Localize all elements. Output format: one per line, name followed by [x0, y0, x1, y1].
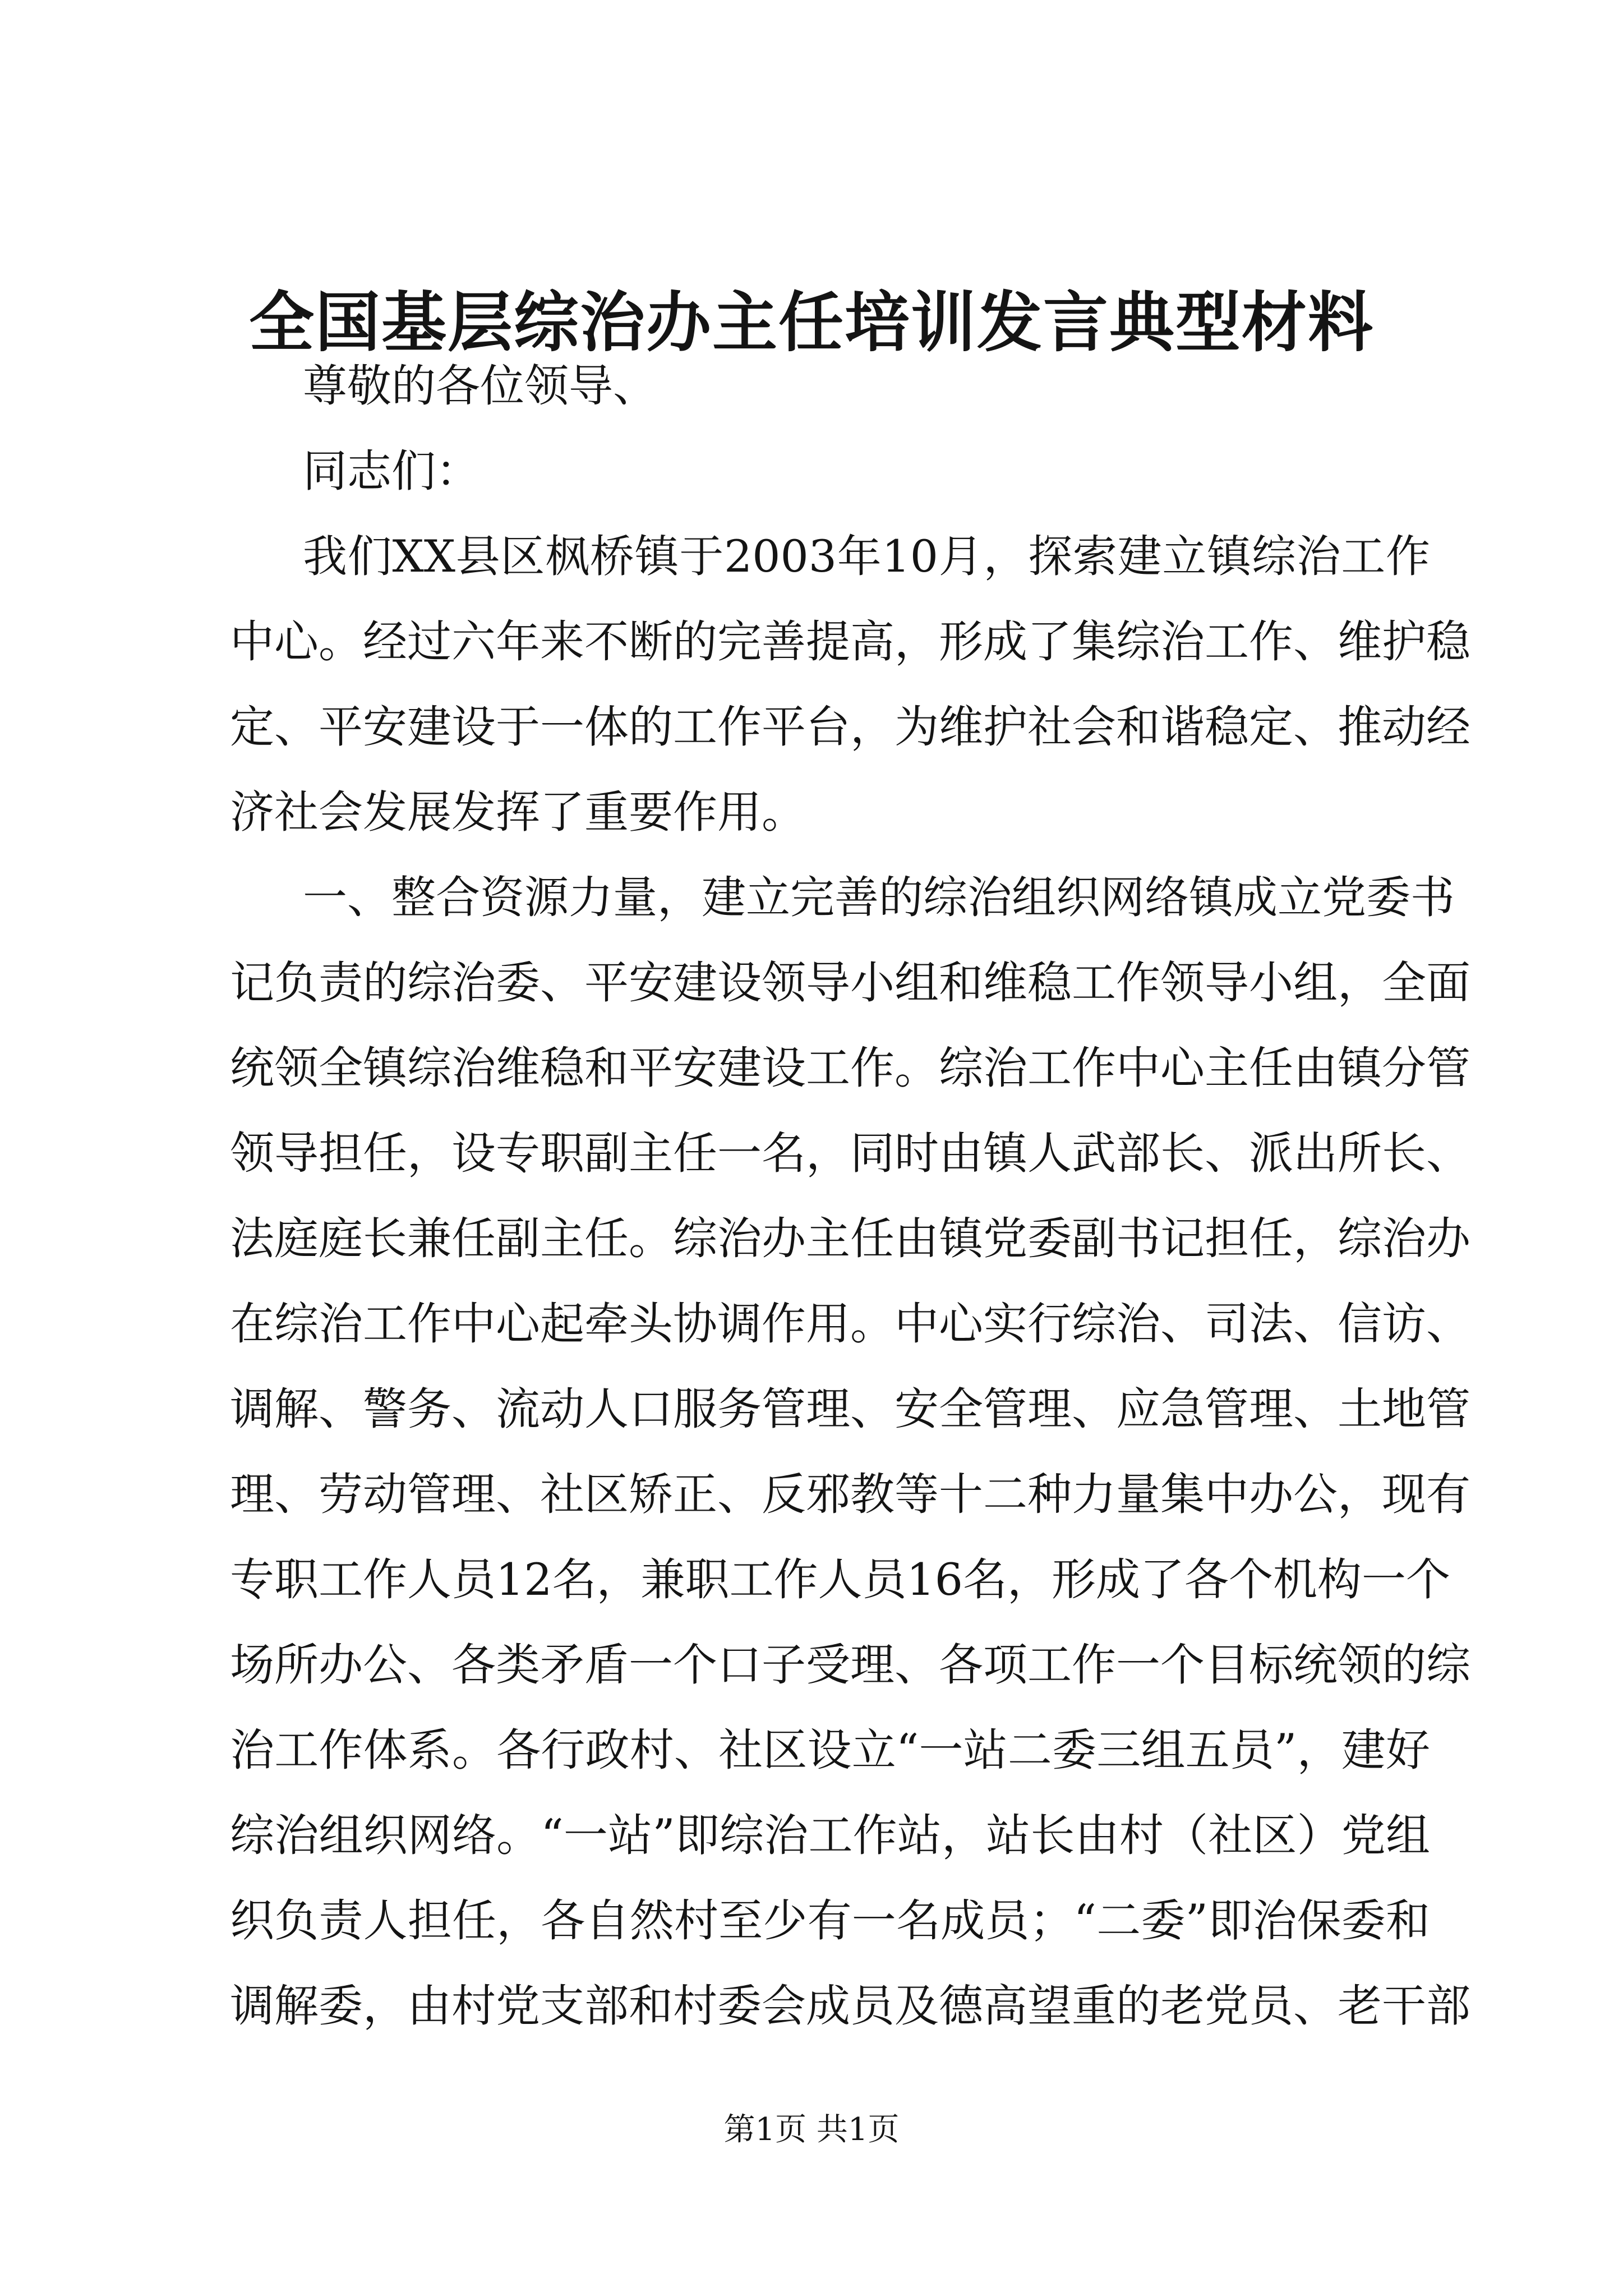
- greeting-line: 尊敬的各位领导、: [303, 360, 657, 412]
- paragraph-line: 场所办公、各类矛盾一个口子受理、各项工作一个目标统领的综: [230, 1639, 1470, 1691]
- paragraph-line: 在综治工作中心起牵头协调作用。中心实行综治、司法、信访、: [230, 1298, 1470, 1350]
- paragraph-line: 中心。经过六年来不断的完善提高，形成了集综治工作、维护稳: [230, 616, 1470, 668]
- paragraph-line: 统领全镇综治维稳和平安建设工作。综治工作中心主任由镇分管: [230, 1042, 1470, 1094]
- paragraph-line: 专职工作人员12名，兼职工作人员16名，形成了各个机构一个: [230, 1554, 1451, 1605]
- paragraph-line: 济社会发展发挥了重要作用。: [230, 786, 806, 838]
- paragraph-line: 综治组织网络。“一站”即综治工作站，站长由村（社区）党组: [230, 1810, 1430, 1861]
- paragraph-line: 我们XX县区枫桥镇于2003年10月，探索建立镇综治工作: [303, 531, 1430, 582]
- paragraph-line: 法庭庭长兼任副主任。综治办主任由镇党委副书记担任，综治办: [230, 1213, 1470, 1264]
- paragraph-line: 理、劳动管理、社区矫正、反邪教等十二种力量集中办公，现有: [230, 1469, 1470, 1520]
- paragraph-line: 定、平安建设于一体的工作平台，为维护社会和谐稳定、推动经: [230, 701, 1470, 753]
- document-title: 全国基层综治办主任培训发言典型材料: [249, 284, 1374, 361]
- paragraph-line: 织负责人担任，各自然村至少有一名成员；“二委”即治保委和: [230, 1895, 1430, 1947]
- paragraph-line: 领导担任，设专职副主任一名，同时由镇人武部长、派出所长、: [230, 1128, 1470, 1179]
- paragraph-line: 调解委，由村党支部和村委会成员及德高望重的老党员、老干部: [230, 1980, 1470, 2032]
- paragraph-line: 一、整合资源力量，建立完善的综治组织网络镇成立党委书: [303, 872, 1455, 923]
- paragraph-line: 调解、警务、流动人口服务管理、安全管理、应急管理、土地管: [230, 1383, 1470, 1435]
- paragraph-line: 治工作体系。各行政村、社区设立“一站二委三组五员”，建好: [230, 1724, 1430, 1776]
- page-footer: 第1页 共1页: [723, 2111, 900, 2148]
- paragraph-line: 记负责的综治委、平安建设领导小组和维稳工作领导小组，全面: [230, 957, 1470, 1009]
- greeting-line: 同志们：: [303, 445, 480, 497]
